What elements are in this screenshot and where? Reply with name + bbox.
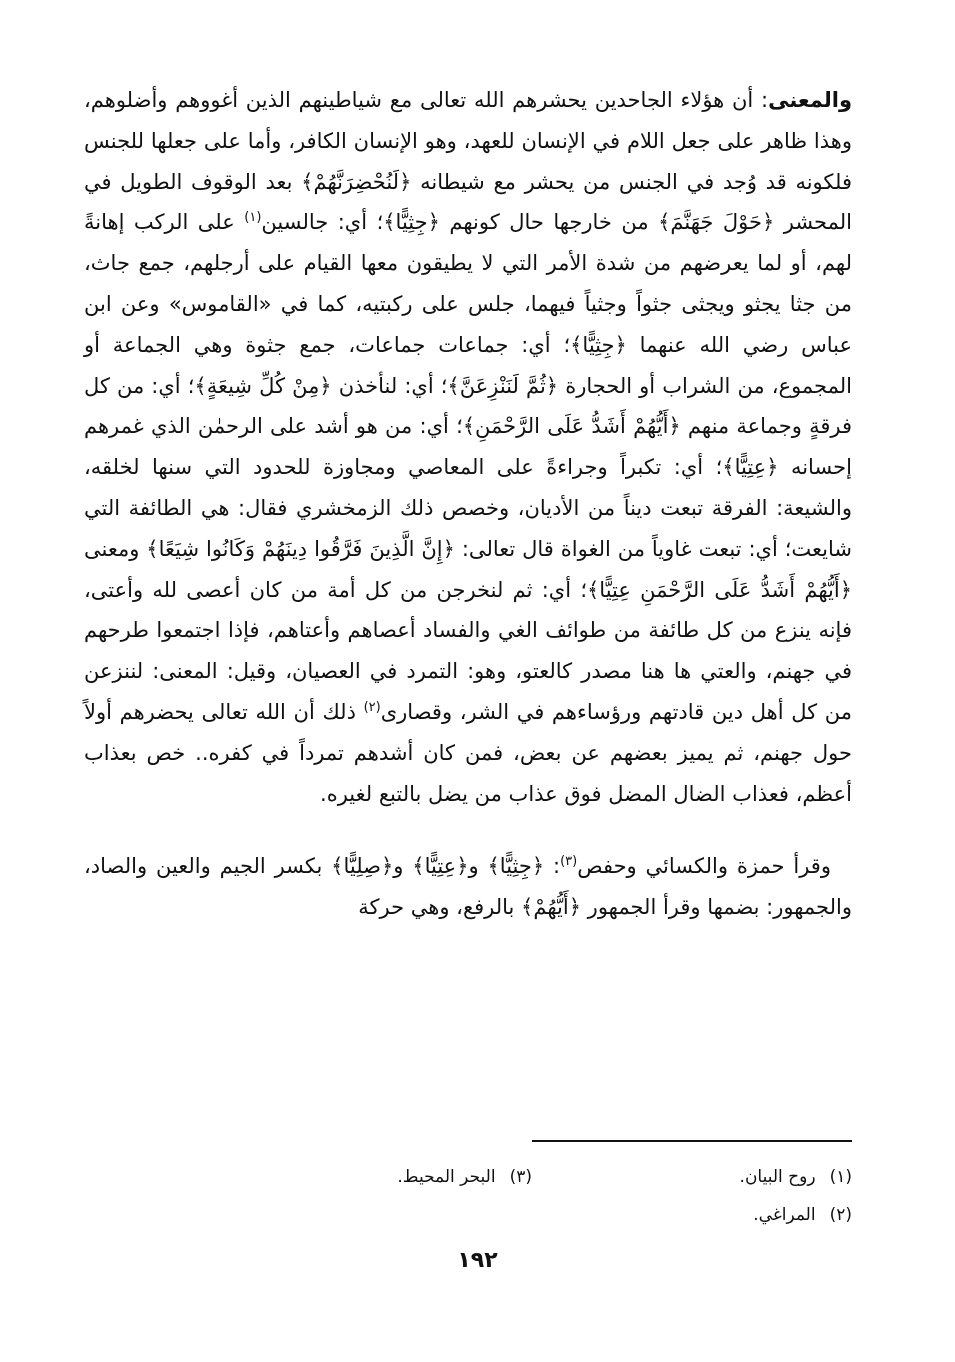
footnote-2 xyxy=(532,1196,852,1234)
paragraph-2 xyxy=(84,846,852,928)
footnote-row-1 xyxy=(84,1158,852,1196)
footnote-3-number: (٣) xyxy=(509,1167,532,1187)
footnote-2-text: المراغي. xyxy=(753,1205,816,1225)
paragraph-1-text-a: : أن هؤلاء الجاحدين يحشرهم الله تعالى مع شياطينهم الذين أغووهم وأضلوهم، وهذا ظاهر على جعل اللام في الإنسان للعهد، وهو الإنسان الكافر، وأما على جعلها للجنس فلكونه قد وُجد في الجنس من يحشر مع شيطانه ﴿لَنُحْضِرَنَّهُمْ﴾ بعد الوقوف الطويل في المحشر ﴿حَوْلَ جَهَنَّمَ﴾ من خارجها حال كونهم ﴿جِثِيًّا﴾؛ أي: جالسين xyxy=(84,88,852,235)
footnote-3-text: البحر المحيط. xyxy=(397,1167,496,1187)
footnote-1-number: (١) xyxy=(829,1167,852,1187)
page-number: ١٩٢ xyxy=(457,1248,498,1273)
footnote-3 xyxy=(212,1158,532,1196)
footnotes xyxy=(84,1158,852,1234)
main-text xyxy=(84,80,852,928)
paragraph-1-text-b: على الركب إهانةً لهم، أو لما يعرضهم من شدة الأمر التي لا يطيقون معها القيام على أرجلهم، جمع جاث، من جثا يجثو ويجثى جثواً وجثياً فيهما، جلس على ركبتيه، كما في «القاموس» وعن ابن عباس رضي الله عنهما ﴿جِثِيًّا﴾؛ أي: جماعات جماعات، جمع جثوة وهي الجماعة أو المجموع، من الشراب أو الحجارة ﴿ثُمَّ لَنَنْزِعَنَّ﴾؛ أي: لنأخذن ﴿مِنْ كُلِّ شِيعَةٍ﴾؛ أي: من كل فرقةٍ وجماعة منهم ﴿أَيُّهُمْ أَشَدُّ عَلَى الرَّحْمَنِ﴾؛ أي: من هو أشد على الرحمٰن الذي غمرهم إحسانه ﴿عِتِيًّا﴾؛ أي: تكبراً وجراءةً على المعاصي ومجاوزة للحدود التي سنها لخلقه، والشيعة: الفرقة تبعت ديناً من الأديان، وخصص ذلك الزمخشري فقال: هي الطائفة التي شايعت؛ أي: تبعت غاوياً من الغواة قال تعالى: ﴿إِنَّ الَّذِينَ فَرَّقُوا دِينَهُمْ وَكَانُوا شِيَعًا﴾ ومعنى ﴿أَيُّهُمْ أَشَدُّ عَلَى الرَّحْمَنِ عِتِيًّا﴾؛ أي: ثم لنخرجن من كل أمة من كان أعصى لله وأعتى، فإنه ينزع من كل طائفة من طوائف الغي والفساد أعصاهم وأعتاهم، فإذا اجتمعوا طرحهم في جهنم، والعتي ها هنا مصدر كالعتو، وهو: التمرد في العصيان، وقيل: المعنى: لننزعن من كل أهل دين قادتهم ورؤساءهم في الشر، وقصارى xyxy=(84,210,852,724)
footnote-2-number: (٢) xyxy=(829,1205,852,1225)
paragraph-1 xyxy=(84,80,852,814)
paragraph-1-text-c: ذلك أن الله تعالى يحضرهم أولاً حول جهنم، ثم يميز بعضهم عن بعض، فمن كان أشدهم تمرداً في كفره.. خص بعذاب أعظم، فعذاب الضال المضل فوق عذاب من يضل بالتبع لغيره. xyxy=(84,699,852,806)
paragraph-2-text-a: وقرأ حمزة والكسائي وحفص xyxy=(577,854,831,879)
footnote-ref-2: (٢) xyxy=(363,699,381,715)
footnote-ref-3: (٣) xyxy=(560,854,578,870)
footnote-row-2 xyxy=(84,1196,852,1234)
footnote-divider xyxy=(532,1140,852,1142)
footnote-1-text: روح البيان. xyxy=(739,1167,816,1187)
footnote-ref-1: (١) xyxy=(244,210,262,226)
footnote-1 xyxy=(532,1158,852,1196)
paragraph-2-text-b: : ﴿جِثِيًّا﴾ و﴿عِتِيًّا﴾ و﴿صِلِيًّا﴾ بكسر الجيم والعين والصاد، والجمهور: بضمها وقرأ الجمهور ﴿أَيُّهُمْ﴾ بالرفع، وهي حركة xyxy=(84,854,852,920)
paragraph-lead-word: والمعنى xyxy=(768,88,852,112)
